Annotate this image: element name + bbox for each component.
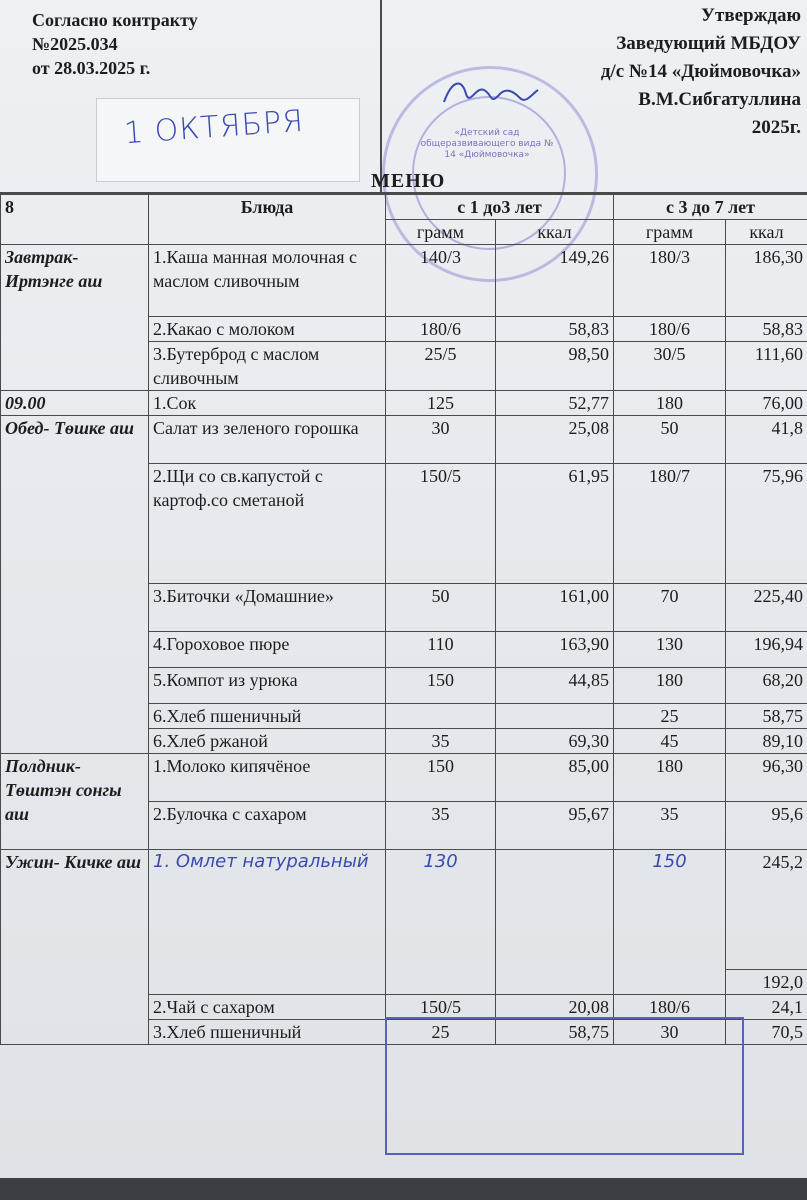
grams-1-3-cell: 180/6 xyxy=(386,317,496,342)
grams-1-3-cell: 150/5 xyxy=(386,995,496,1020)
dish-cell: 1.Молоко кипячёное xyxy=(149,754,386,802)
kcal-3-7-cell: 95,6 xyxy=(726,802,807,850)
handwritten-entry-box xyxy=(385,1017,744,1155)
grams-1-3-cell xyxy=(386,704,496,729)
dish-cell: 3.Бутерброд с маслом сливочным xyxy=(149,342,386,391)
meal-cell: Ужин- Кичке аш xyxy=(1,850,149,1045)
kcal-3-7-cell: 225,40 xyxy=(726,584,807,632)
approval-block xyxy=(601,2,801,142)
seal-stamp-text: «Детский сад общеразвивающего вида № 14 «Дюймовочка» xyxy=(420,128,554,160)
age-1-3-header: с 1 до3 лет xyxy=(386,195,614,220)
kcal-1-3-cell: 52,77 xyxy=(496,391,614,416)
age-3-7-header: с 3 до 7 лет xyxy=(614,195,807,220)
approval-year: 2025г. xyxy=(751,117,801,138)
dish-cell: 2.Чай с сахаром xyxy=(149,995,386,1020)
grams-1-3-cell: 110 xyxy=(386,632,496,668)
dish-cell: 5.Компот из урюка xyxy=(149,668,386,704)
contract-date: от 28.03.2025 г. xyxy=(32,58,151,78)
dish-cell: 3.Биточки «Домашние» xyxy=(149,584,386,632)
kcal-1-3-cell: 85,00 xyxy=(496,754,614,802)
dishes-header: Блюда xyxy=(149,195,386,245)
table-header-row xyxy=(1,195,807,220)
dish-cell: 1.Каша манная молочная с маслом сливочным xyxy=(149,245,386,317)
kcal-1-3-cell: 44,85 xyxy=(496,668,614,704)
grams-3-7-cell: 180/3 xyxy=(614,245,726,317)
grams-1-3-cell: 150 xyxy=(386,668,496,704)
dish-cell: 3.Хлеб пшеничный xyxy=(149,1020,386,1045)
contract-number: №2025.034 xyxy=(32,34,118,54)
kcal-header: ккал xyxy=(496,220,614,245)
grams-1-3-cell: 140/3 xyxy=(386,245,496,317)
meal-cell: 09.00 xyxy=(1,391,149,416)
signature xyxy=(440,72,540,116)
grams-3-7-cell: 30/5 xyxy=(614,342,726,391)
kcal-3-7-cell: 89,10 xyxy=(726,729,807,754)
table-row xyxy=(1,391,807,416)
approver-title: Заведующий МБДОУ xyxy=(616,33,801,54)
grams-1-3-cell: 130 xyxy=(386,850,496,995)
dish-cell: 2.Булочка с сахаром xyxy=(149,802,386,850)
kcal-3-7-cell: 24,1 xyxy=(726,995,807,1020)
meal-cell: Обед- Тѳшке аш xyxy=(1,416,149,754)
kcal-1-3-cell: 163,90 xyxy=(496,632,614,668)
meal-cell: Завтрак- Иртэнге аш xyxy=(1,245,149,391)
grams-3-7-cell: 30 xyxy=(614,1020,726,1045)
grams-3-7-cell: 150 xyxy=(614,850,726,995)
table-row xyxy=(1,245,807,317)
grams-3-7-cell: 25 xyxy=(614,704,726,729)
kcal-1-3-cell: 61,95 xyxy=(496,464,614,584)
handwritten-date: 1 ОКТЯБРЯ xyxy=(122,103,306,152)
dish-cell: 1.Сок xyxy=(149,391,386,416)
grams-header: грамм xyxy=(386,220,496,245)
kcal-header: ккал xyxy=(726,220,807,245)
kcal-1-3-cell xyxy=(496,704,614,729)
kcal-3-7-cell: 76,00 xyxy=(726,391,807,416)
grams-1-3-cell: 25 xyxy=(386,1020,496,1045)
grams-3-7-cell: 50 xyxy=(614,416,726,464)
meal-cell: Полдник- Тѳштэн сонгы аш xyxy=(1,754,149,850)
kcal-3-7-cell: 111,60 xyxy=(726,342,807,391)
grams-1-3-cell: 35 xyxy=(386,729,496,754)
dish-cell: 2.Щи со св.капустой с картоф.со сметаной xyxy=(149,464,386,584)
dish-cell: 1. Омлет натуральный xyxy=(149,850,386,995)
grams-3-7-cell: 70 xyxy=(614,584,726,632)
kindergarten-name: д/с №14 «Дюймовочка» xyxy=(600,61,801,82)
grams-3-7-cell: 180 xyxy=(614,754,726,802)
grams-3-7-cell: 45 xyxy=(614,729,726,754)
table-row xyxy=(1,850,807,970)
grams-3-7-cell: 180/7 xyxy=(614,464,726,584)
kcal-3-7-cell: 245,2 xyxy=(726,850,807,970)
day-number-cell: 8 xyxy=(1,195,149,245)
grams-1-3-cell: 50 xyxy=(386,584,496,632)
kcal-3-7-cell: 96,30 xyxy=(726,754,807,802)
kcal-1-3-cell: 69,30 xyxy=(496,729,614,754)
grams-1-3-cell: 30 xyxy=(386,416,496,464)
kcal-1-3-cell: 58,83 xyxy=(496,317,614,342)
kcal-1-3-cell: 95,67 xyxy=(496,802,614,850)
kcal-3-7-cell: 68,20 xyxy=(726,668,807,704)
desk-edge xyxy=(0,1178,807,1200)
kcal-3-7-cell: 58,83 xyxy=(726,317,807,342)
kcal-1-3-cell: 58,75 xyxy=(496,1020,614,1045)
approve-line: Утверждаю xyxy=(701,5,801,26)
menu-title: МЕНЮ xyxy=(371,170,446,192)
kcal-1-3-cell xyxy=(496,850,614,995)
table-row xyxy=(1,416,807,464)
dish-cell: 4.Гороховое пюре xyxy=(149,632,386,668)
contract-block xyxy=(32,8,198,80)
kcal-1-3-cell: 25,08 xyxy=(496,416,614,464)
grams-1-3-cell: 150/5 xyxy=(386,464,496,584)
dish-cell: 6.Хлеб пшеничный xyxy=(149,704,386,729)
menu-table xyxy=(0,194,807,1045)
grams-3-7-cell: 180/6 xyxy=(614,995,726,1020)
kcal-1-3-cell: 98,50 xyxy=(496,342,614,391)
grams-1-3-cell: 125 xyxy=(386,391,496,416)
kcal-3-7-cell: 58,75 xyxy=(726,704,807,729)
grams-3-7-cell: 180 xyxy=(614,391,726,416)
approver-name: В.М.Сибгатуллина xyxy=(638,89,801,110)
dish-cell: Салат из зеленого горошка xyxy=(149,416,386,464)
kcal-3-7-cell: 196,94 xyxy=(726,632,807,668)
kcal-1-3-cell: 161,00 xyxy=(496,584,614,632)
grams-3-7-cell: 180 xyxy=(614,668,726,704)
grams-1-3-cell: 150 xyxy=(386,754,496,802)
grams-header: грамм xyxy=(614,220,726,245)
table-row xyxy=(1,754,807,802)
dish-cell: 2.Какао с молоком xyxy=(149,317,386,342)
kcal-3-7-cell: 41,8 xyxy=(726,416,807,464)
kcal-1-3-cell: 149,26 xyxy=(496,245,614,317)
contract-line: Согласно контракту xyxy=(32,10,198,30)
kcal-3-7-cell: 192,0 xyxy=(726,970,807,995)
grams-1-3-cell: 25/5 xyxy=(386,342,496,391)
grams-3-7-cell: 130 xyxy=(614,632,726,668)
grams-3-7-cell: 180/6 xyxy=(614,317,726,342)
kcal-3-7-cell: 70,5 xyxy=(726,1020,807,1045)
grams-3-7-cell: 35 xyxy=(614,802,726,850)
kcal-3-7-cell: 75,96 xyxy=(726,464,807,584)
grams-1-3-cell: 35 xyxy=(386,802,496,850)
kcal-1-3-cell: 20,08 xyxy=(496,995,614,1020)
kcal-3-7-cell: 186,30 xyxy=(726,245,807,317)
dish-cell: 6.Хлеб ржаной xyxy=(149,729,386,754)
